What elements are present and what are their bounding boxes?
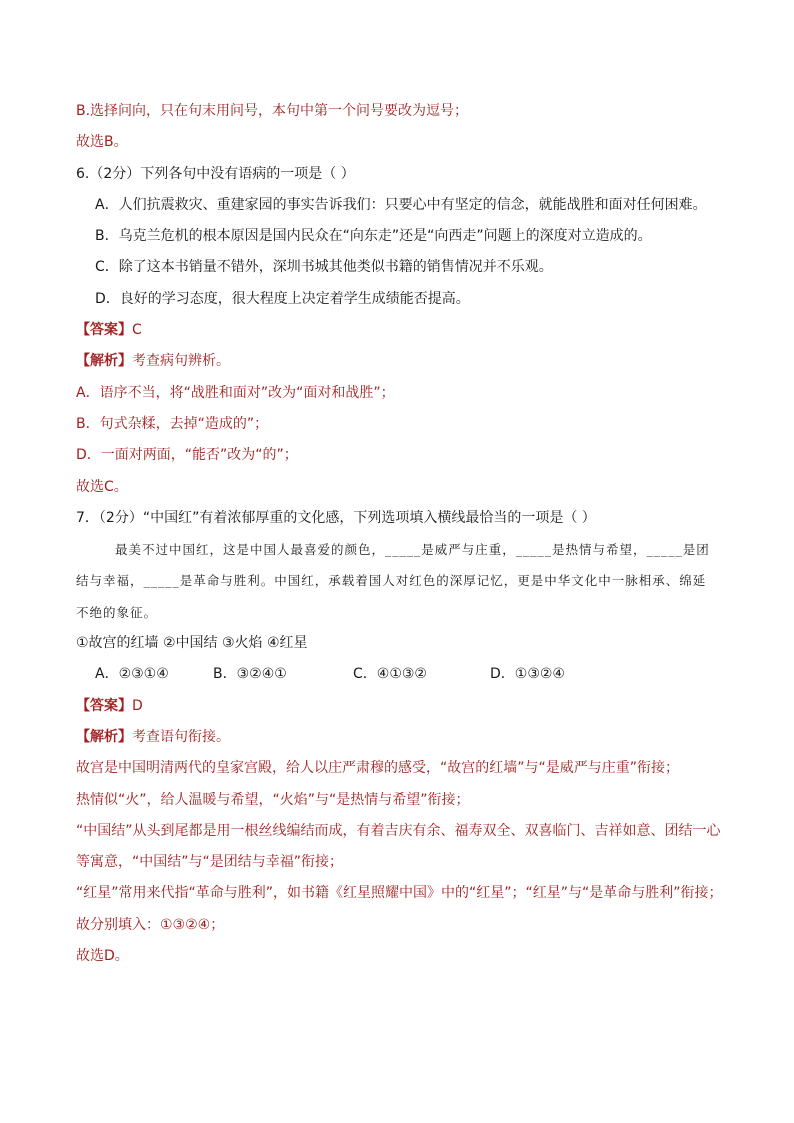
- q6-analysis-label: 【解析】: [76, 353, 132, 370]
- q7-items: ①故宫的红墙 ②中国结 ③火焰 ④红星: [76, 635, 308, 652]
- q7-option-d: D．①③②④: [490, 666, 565, 683]
- q6-stem: 6.（2分）下列各句中没有语病的一项是（ ）: [76, 165, 355, 182]
- q6-option-c: C．除了这本书销量不错外，深圳书城其他类似书籍的销售情况并不乐观。: [95, 259, 553, 276]
- q7-option-c: C．④①③②: [353, 666, 427, 683]
- q7-analysis: [76, 722, 756, 753]
- q6-analysis-line: D．一面对两面，“能否”改为“的”；: [76, 447, 298, 464]
- q7-analysis-line: 等寓意，“中国结”与“是团结与幸福”衔接；: [76, 854, 344, 871]
- q6-option-b: B．乌克兰危机的根本原因是国内民众在“向东走”还是“向西走”问题上的深度对立造成的。: [95, 228, 652, 245]
- q7-analysis-line: “中国结”从头到尾都是用一根丝线编结而成，有着吉庆有余、福寿双全、双喜临门、吉祥如意、团结一心: [76, 822, 721, 839]
- q7-stem: 7．（2分）“中国红”有着浓郁厚重的文化感，下列选项填入横线最恰当的一项是（ ）: [76, 509, 596, 526]
- q7-analysis-label: 【解析】: [76, 728, 132, 745]
- q6-analysis-line: B．句式杂糅，去掉“造成的”；: [76, 415, 269, 432]
- q7-option-b: B．③②④①: [213, 666, 287, 683]
- q6-option-d: D．良好的学习态度，很大程度上决定着学生成绩能否提高。: [95, 290, 470, 307]
- prev-explanation-b: B.选择问向，只在句末用问号，本句中第一个问号要改为逗号；: [76, 103, 469, 119]
- q6-option-a: A．人们抗震救灾、重建家园的事实告诉我们：只要心中有坚定的信念，就能战胜和面对任何困难。: [95, 196, 707, 213]
- q6-analysis-line: A．语序不当，将“战胜和面对”改为“面对和战胜”；: [76, 384, 395, 401]
- q7-answer: [76, 691, 756, 722]
- q6-analysis-intro: 考查病句辨析。: [132, 353, 230, 370]
- q7-analysis-intro: 考查语句衔接。: [132, 728, 230, 745]
- q6-analysis: [76, 346, 756, 377]
- q7-analysis-line: 热情似“火”，给人温暖与希望，“火焰”与“是热情与希望”衔接；: [76, 791, 470, 808]
- q7-answer-label: 【答案】: [76, 697, 132, 714]
- q7-analysis-line: 故宫是中国明清两代的皇家宫殿，给人以庄严肃穆的感受，“故宫的红墙”与“是威严与庄重”衔接；: [76, 760, 680, 777]
- q6-conclusion: 故选C。: [76, 478, 128, 495]
- q7-fill-value: ①③②④；: [160, 916, 225, 933]
- q7-analysis-line: “红星”常用来代指“革命与胜利”，如书籍《红星照耀中国》中的“红星”；“红星”与“是革命与胜利”衔接；: [76, 885, 723, 902]
- q7-answer-value: D: [132, 697, 143, 714]
- q7-option-a: A．②③①④: [95, 666, 169, 683]
- q7-fill: [76, 910, 756, 941]
- q7-options: [76, 659, 756, 690]
- q6-answer-value: C: [132, 322, 142, 339]
- q7-passage-line: 不绝的象征。: [76, 604, 158, 620]
- q7-passage-line: 最美不过中国红，这是中国人最喜爱的颜色，_____是威严与庄重，_____是热情与希望，_____是团: [115, 542, 710, 558]
- q6-answer-label: 【答案】: [76, 322, 132, 339]
- q7-passage-line: 结与幸福，_____是革命与胜利。中国红，承载着国人对红色的深厚记忆，更是中华文化中一脉相承、绵延: [76, 573, 707, 589]
- page-content: [76, 96, 756, 972]
- q7-fill-label: 故分别填入：: [76, 916, 160, 933]
- prev-conclusion: 故选B。: [76, 134, 128, 151]
- q7-conclusion: 故选D。: [76, 948, 129, 965]
- q6-answer: [76, 315, 756, 346]
